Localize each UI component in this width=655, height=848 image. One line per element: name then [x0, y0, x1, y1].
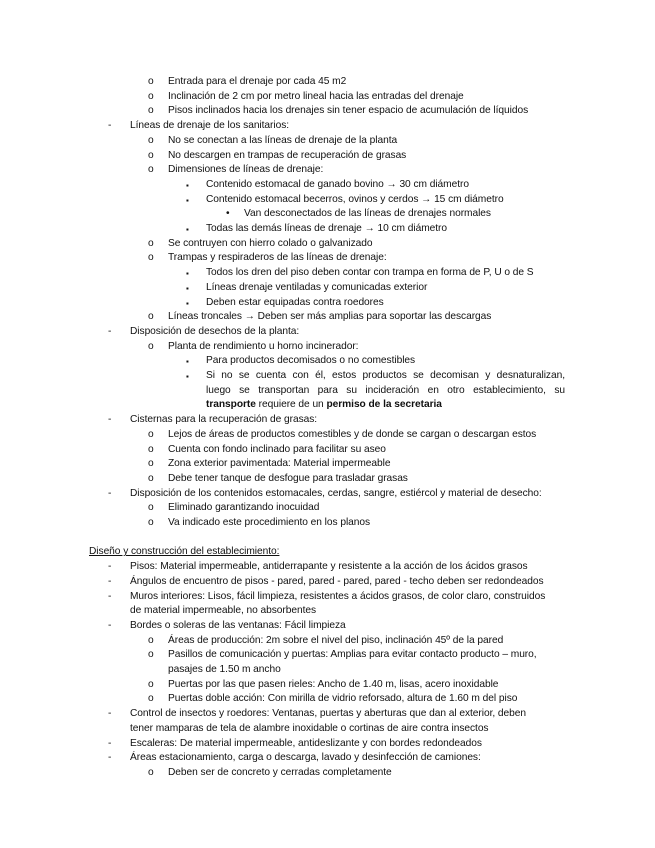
line-text: Puertas doble acción: Con mirilla de vidrio reforsado, altura de 1.60 m del piso [168, 693, 518, 705]
text-line [0, 619, 655, 632]
bullet-marker: o [148, 502, 154, 514]
text-line [0, 222, 655, 235]
text-line [0, 766, 655, 779]
text-line [0, 531, 655, 544]
line-text: Control de insectos y roedores: Ventanas, puertas y aberturas que dan al exterior, deben [130, 708, 526, 720]
text-line [0, 369, 655, 382]
line-text: Inclinación de 2 cm por metro lineal hacia las entradas del drenaje [168, 90, 464, 102]
text-line [0, 251, 655, 264]
bullet-marker: - [108, 737, 112, 749]
line-text: Planta de rendimiento u horno incinerador: [168, 340, 359, 352]
text-line [0, 207, 655, 220]
line-text: Líneas de drenaje de los sanitarios: [130, 120, 290, 132]
heading-text: Diseño y construcción del establecimiento: [89, 546, 280, 558]
text-line [0, 354, 655, 367]
bullet-marker: - [108, 325, 112, 337]
text-line [0, 398, 655, 411]
text-line [0, 472, 655, 485]
bullet-marker: o [148, 237, 154, 249]
text-line [0, 149, 655, 162]
bullet-marker: o [148, 766, 154, 778]
text-line [0, 325, 655, 338]
text-line [0, 648, 655, 661]
text-line [0, 707, 655, 720]
line-text: Contenido estomacal de ganado bovino → 30 cm diámetro [206, 178, 469, 190]
line-text: pasajes de 1.50 m ancho [168, 664, 281, 675]
text-line [0, 340, 655, 353]
bullet-marker: ▪ [186, 357, 189, 367]
line-text: Disposición de los contenidos estomacales, cerdas, sangre, estiércol y material de desecho: [130, 487, 542, 499]
bullet-marker: ▪ [186, 225, 189, 234]
line-text: Líneas troncales → Deben ser más amplias para soportar las descargas [168, 311, 492, 323]
text-line [0, 737, 655, 750]
bullet-marker: o [148, 311, 154, 323]
text-line [0, 134, 655, 147]
text-line [0, 457, 655, 470]
text-line [0, 104, 655, 117]
line-text: luego se transportan para su incideración en otro establecimiento, su [206, 384, 565, 396]
bullet-marker: o [148, 134, 154, 146]
text-line [0, 178, 655, 191]
line-text: Deben estar equipadas contra roedores [206, 296, 384, 308]
line-text: Pisos inclinados hacia los drenajes sin tener espacio de acumulación de líquidos [168, 105, 529, 117]
bullet-marker: - [108, 619, 112, 631]
bullet-marker: - [108, 708, 112, 720]
line-text: Contenido estomacal becerros, ovinos y cerdos → 15 cm diámetro [206, 193, 504, 205]
line-text: Dimensiones de líneas de drenaje: [168, 164, 324, 176]
line-text: Eliminado garantizando inocuidad [168, 502, 320, 514]
line-text: Debe tener tanque de desfogue para trasladar grasas [168, 472, 408, 484]
bullet-marker: ▪ [186, 195, 189, 205]
bold-transport: transporte [206, 399, 256, 411]
line-text: Puertas por las que pasen rieles: Ancho de 1.40 m, lisas, acero inoxidable [168, 678, 499, 690]
bullet-marker: ▪ [186, 269, 189, 279]
line-text: No descargen en trampas de recuperación de grasas [168, 149, 407, 161]
text-line [0, 75, 655, 88]
line-text: Lejos de áreas de productos comestibles y de donde se cargan o descargan estos [168, 428, 537, 440]
line-text [206, 398, 442, 411]
bullet-marker: o [148, 90, 154, 102]
text-line [0, 266, 655, 279]
line-text: Trampas y respiraderos de las líneas de drenaje: [168, 252, 387, 264]
line-text: Pisos: Material impermeable, antiderrapante y resistente a la acción de los ácidos grasos [130, 561, 528, 573]
bullet-marker: • [226, 208, 230, 220]
text-line [0, 119, 655, 132]
bullet-marker: ▪ [186, 180, 189, 190]
line-text: Cuenta con fondo inclinado para facilitar su aseo [168, 443, 386, 455]
line-text: Cisternas para la recuperación de grasas: [130, 414, 318, 426]
text-line [0, 443, 655, 456]
bullet-marker: ▪ [186, 283, 189, 293]
text-line [0, 501, 655, 514]
bullet-marker: o [148, 340, 154, 352]
line-text: Disposición de desechos de la planta: [130, 325, 300, 337]
line-text: Muros interiores: Lisos, fácil limpieza, resistentes a ácidos grasos, de color claro, construidos [130, 590, 546, 602]
text-line [0, 604, 655, 617]
text-line [0, 590, 655, 603]
text-line [0, 722, 655, 735]
line-text: Bordes o soleras de las ventanas: Fácil limpieza [130, 619, 346, 631]
bullet-marker: o [148, 693, 154, 705]
text-line [0, 90, 655, 103]
text-line [0, 296, 655, 309]
line-text: Deben ser de concreto y cerradas completamente [168, 766, 392, 778]
line-text: Van desconectados de las líneas de drenajes normales [244, 208, 491, 220]
line-text: Áreas de producción: 2m sobre el nivel del piso, inclinación 45º de la pared [168, 634, 504, 646]
text-line [0, 428, 655, 441]
line-text-middle: requiere de un [255, 399, 327, 411]
bullet-marker: o [148, 443, 154, 455]
bullet-marker: - [108, 575, 112, 587]
bullet-marker: o [148, 458, 154, 470]
bullet-marker: - [108, 487, 112, 499]
text-line [0, 237, 655, 250]
text-line [0, 663, 655, 676]
bullet-marker: o [148, 149, 154, 161]
bullet-marker: o [148, 76, 154, 87]
bullet-marker: o [148, 634, 154, 646]
text-line [0, 516, 655, 529]
text-line [0, 193, 655, 206]
bullet-marker: ▪ [186, 298, 189, 308]
bullet-marker: - [108, 590, 112, 602]
bullet-marker: o [148, 105, 154, 117]
line-text: Escaleras: De material impermeable, antideslizante y con bordes redondeados [130, 737, 482, 749]
bold-permit: permiso de la secretaria [326, 399, 442, 411]
bullet-marker: - [108, 752, 112, 764]
bullet-marker: o [148, 649, 154, 661]
line-text: Áreas estacionamiento, carga o descarga, lavado y desinfección de camiones: [130, 752, 481, 764]
text-line [0, 751, 655, 764]
bullet-marker: ▪ [186, 372, 189, 381]
bullet-marker: - [108, 414, 112, 426]
line-text: Ángulos de encuentro de pisos - pared, pared - pared, pared - techo deben ser redondeados [130, 575, 544, 587]
line-text: Zona exterior pavimentada: Material impermeable [168, 458, 391, 470]
bullet-marker: o [148, 472, 154, 484]
line-text: Para productos decomisados o no comestibles [206, 355, 416, 367]
bullet-marker: o [148, 164, 154, 176]
line-text: de material impermeable, no absorbentes [130, 605, 317, 617]
bullet-marker: o [148, 252, 154, 264]
text-line [0, 163, 655, 176]
bullet-marker: - [108, 561, 112, 573]
text-line [0, 678, 655, 691]
text-line [0, 487, 655, 500]
text-line [0, 692, 655, 705]
text-line [0, 560, 655, 573]
line-text: Va indicado este procedimiento en los planos [168, 517, 371, 528]
line-text: Pasillos de comunicación y puertas: Amplias para evitar contacto producto – muro, [168, 649, 537, 661]
text-line [0, 310, 655, 323]
line-text: Si no se cuenta con él, estos productos se decomisan y desnaturalizan, [206, 370, 565, 381]
text-line [0, 281, 655, 294]
bullet-marker: o [148, 678, 154, 690]
line-text: Todos los dren del piso deben contar con trampa en forma de P, U o de S [206, 267, 534, 279]
line-text: Se contruyen con hierro colado o galvanizado [168, 237, 373, 249]
line-text: Líneas drenaje ventiladas y comunicadas exterior [206, 281, 428, 293]
text-line [0, 413, 655, 426]
line-text: No se conectan a las líneas de drenaje de la planta [168, 134, 398, 146]
bullet-marker: - [108, 120, 112, 132]
text-line [0, 634, 655, 647]
line-text: tener mamparas de tela de alambre inoxidable o cortinas de aire contra insectos [130, 722, 489, 734]
line-text: Todas las demás líneas de drenaje → 10 cm diámetro [206, 223, 447, 234]
line-text: Entrada para el drenaje por cada 45 m2 [168, 76, 347, 87]
bullet-marker: o [148, 428, 154, 440]
section-heading [0, 545, 655, 558]
text-line [0, 384, 655, 397]
text-line [0, 575, 655, 588]
bullet-marker: o [148, 517, 154, 528]
